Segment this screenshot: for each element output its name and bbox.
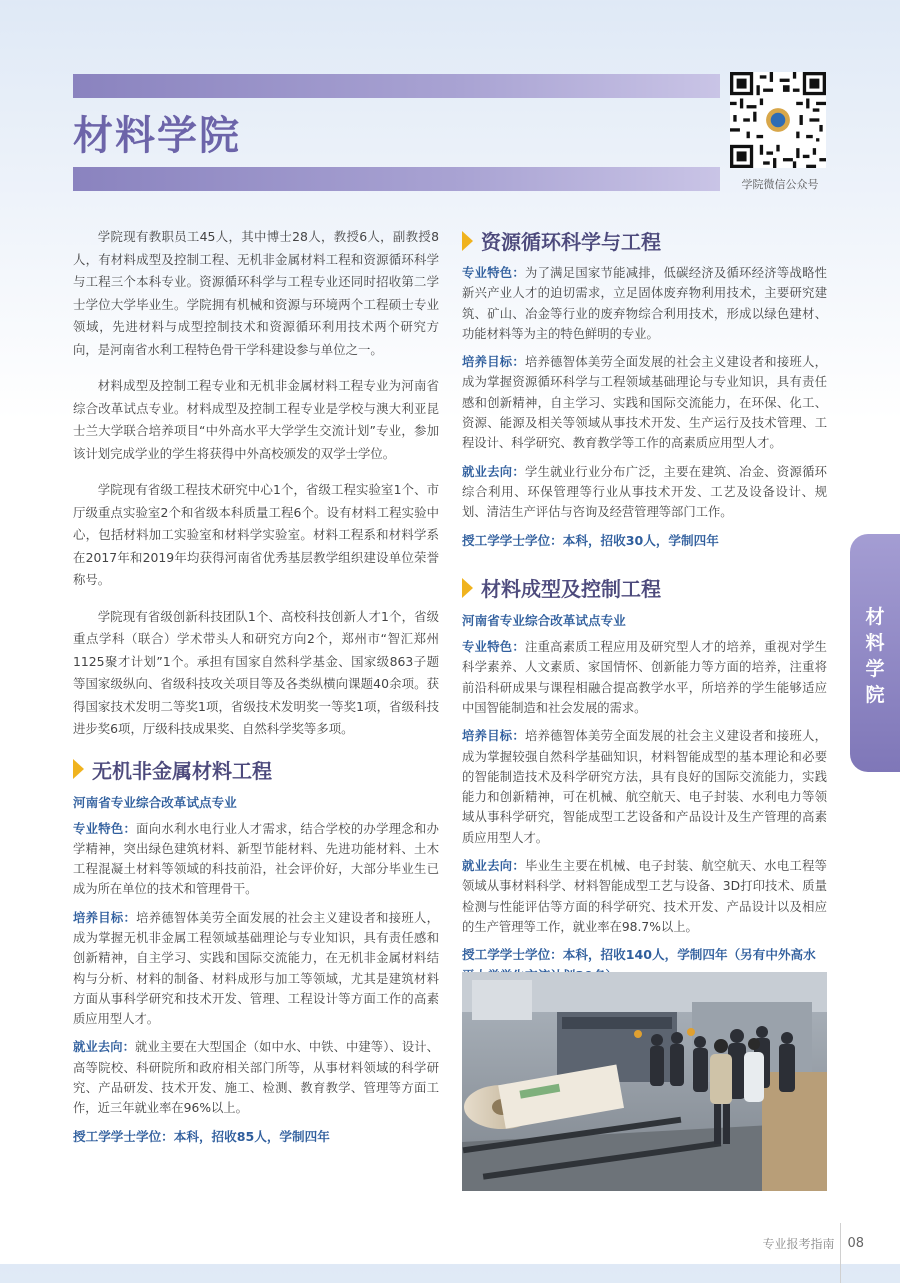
section-subtitle: 河南省专业综合改革试点专业	[462, 613, 626, 629]
goal-paragraph	[462, 726, 827, 848]
goal-paragraph	[462, 352, 827, 453]
section-side-tab	[850, 534, 900, 772]
section-subtitle: 河南省专业综合改革试点专业	[73, 794, 237, 810]
goal-label: 培养目标：	[462, 355, 525, 370]
section-title: 资源循环科学与工程	[481, 230, 661, 254]
career-label: 就业去向：	[462, 859, 525, 874]
feature-text: 注重高素质工程应用及研究型人才的培养，重视对学生科学素养、人文素质、家国情怀、创新能力等方面的培养，注重将前沿科研成果与课程相融合提高教学水平，所培养的学生能够适应中国智能制造和社会发展的需求。	[462, 640, 827, 715]
career-paragraph	[462, 462, 827, 523]
section-heading	[462, 573, 827, 602]
section-title: 无机非金属材料工程	[92, 758, 272, 783]
career-text: 学生就业行业分布广泛，主要在建筑、冶金、资源循环综合利用、环保管理等行业从事技术开发、工艺及设备设计、规划、清洁生产评估与咨询及经营管理等部门工作。	[462, 464, 827, 520]
degree-line: 授工学学士学位：本科，招收30人，学制四年	[462, 532, 719, 548]
goal-label: 培养目标：	[73, 910, 137, 925]
goal-label: 培养目标：	[462, 729, 525, 744]
intro-paragraph: 学院现有省级工程技术研究中心1个，省级工程实验室1个、市厅级重点实验室2个和省级本科质量工程6个。设有材料工程实验中心，包括材料加工实验室和材料学实验室。材料工程系和材料学系在2017年和2019年均获得河南省优秀基层教学组织建设单位荣誉称号。	[73, 482, 439, 587]
goal-paragraph	[73, 908, 439, 1030]
lab-visit-photo-image	[462, 972, 827, 1191]
triangle-marker-icon	[462, 231, 473, 251]
goal-text: 培养德智体美劳全面发展的社会主义建设者和接班人，成为掌握无机非金属工程领域基础理论与专业知识，具有责任感和创新精神，自主学习、实践和国际交流能力，在无机非金属材料结构与分析、材料的制备、材料成形与加工等领域，尤其是建筑材料方面从事科学研究和技术开发、管理、工程设计等方面工作的高素质应用型人才。	[73, 910, 439, 1027]
page-number: 08	[847, 1235, 864, 1251]
goal-text: 培养德智体美劳全面发展的社会主义建设者和接班人，成为掌握较强自然科学基础知识，材料智能成型的基本理论和必要的智能制造技术及科学研究方法，具有良好的国际交流能力，实践能力和创新精神，可在机械、航空航天、电子封装、水利电力等领域从事科学研究，智能成型工艺设备和产品设计及生产管理的高素质应用型人才。	[462, 729, 827, 845]
triangle-marker-icon	[73, 759, 84, 779]
career-text: 就业主要在大型国企（如中水、中铁、中建等）、设计、高等院校、科研院所和政府相关部门所等，从事材料领域的科学研究、产品研发、技术开发、施工、检测、教育教学、管理等方面工作，近三年就业率在96%以上。	[73, 1040, 439, 1116]
qr-caption: 学院微信公众号	[741, 178, 819, 191]
section-heading	[462, 226, 827, 255]
left-column	[73, 226, 439, 1147]
page-title: 材料学院	[73, 113, 241, 159]
right-column	[462, 226, 827, 986]
intro-paragraph: 学院现有省级创新科技团队1个、高校科技创新人才1个，省级重点学科（联合）学术带头人和研究方向2个，郑州市“智汇郑州1125聚才计划”1个。承担有国家自然科学基金、国家级863子题等国家级纵向、省级科技攻关项目等及各类纵横向课题40余项。获得国家技术发明二等奖1项，省级技术发明奖一等奖1项，省级科技进步奖6项，厅级科技成果奖、自然科学奖等多项。	[73, 608, 439, 736]
feature-label: 专业特色：	[73, 821, 137, 836]
feature-label: 专业特色：	[462, 266, 525, 280]
career-label: 就业去向：	[73, 1040, 136, 1055]
header-bar-top	[73, 74, 720, 98]
feature-label: 专业特色：	[462, 640, 525, 655]
section-chengxing	[462, 573, 827, 986]
footer-divider	[840, 1223, 841, 1283]
intro	[73, 226, 439, 741]
career-label: 就业去向：	[462, 464, 525, 479]
triangle-marker-icon	[462, 578, 473, 598]
qr-code-icon[interactable]	[730, 72, 826, 168]
degree-line: 授工学学士学位：本科，招收140人，学制四年（另有中外高水	[462, 947, 816, 963]
section-ziyuan	[462, 226, 827, 551]
page-footer	[762, 1213, 864, 1273]
career-paragraph	[73, 1037, 439, 1118]
side-tab-label: 材 料 学 院	[865, 606, 885, 706]
intro-paragraph: 材料成型及控制工程专业和无机非金属材料工程专业为河南省综合改革试点专业。材料成型及控制工程专业是学校与澳大利亚昆士兰大学联合培养项目“中外高水平大学学生交流计划”专业，参加该计划完成学业的学生将获得中外高校颁发的双学士学位。	[73, 378, 439, 461]
goal-text: 培养德智体美劳全面发展的社会主义建设者和接班人，成为掌握资源循环科学与工程领域基础理论与专业知识，具有责任感和创新精神，自主学习、实践和国际交流能力，在环保、化工、资源、能源及相关等领域从事技术开发、生产运行及技术管理、工程设计、科学研究、教育教学等工作的高素质应用型人才。	[462, 355, 827, 451]
qr-block	[730, 72, 830, 192]
footer-guide-label: 专业报考指南	[762, 1236, 835, 1251]
section-heading	[73, 755, 439, 784]
header-bar-bottom	[73, 167, 720, 191]
feature-text: 面向水利水电行业人才需求，结合学校的办学理念和办学精神，突出绿色建筑材料、新型节能材料、先进功能材料、土木工程混凝土材料等领域的科技前沿，社会评价好，大部分毕业生已成为所在单位的技术和管理骨干。	[73, 821, 439, 897]
career-text: 毕业生主要在机械、电子封装、航空航天、水电工程等领域从事材料科学、材料智能成型工艺与设备、3D打印技术、质量检测与性能评估等方面的科学研究、技术开发、产品设计以及相应的生产管理等工作，就业率在98.7%以上。	[462, 859, 827, 934]
lab-visit-photo	[462, 972, 827, 1191]
feature-paragraph	[462, 637, 827, 718]
section-wuji	[73, 755, 439, 1148]
intro-paragraph: 学院现有教职员工45人，其中博士28人，教授6人，副教授8人，有材料成型及控制工程、无机非金属材料工程和资源循环科学与工程三个本科专业。资源循环科学与工程专业还同时招收第二学士学位大学毕业生。学院拥有机械和资源与环境两个工程硕士专业领域，先进材料与成型控制技术和资源循环利用技术两个研究方向，是河南省水利工程特色骨干学科建设参与单位之一。	[73, 229, 439, 357]
feature-text: 为了满足国家节能减排，低碳经济及循环经济等战略性新兴产业人才的迫切需求，立足固体废弃物利用技术，主要研究建筑、矿山、冶金等行业的废弃物综合利用技术，形成以绿色建材、功能材料等为主的特色鲜明的专业。	[462, 266, 827, 341]
feature-paragraph	[462, 263, 827, 344]
career-paragraph	[462, 856, 827, 937]
section-title: 材料成型及控制工程	[481, 577, 661, 602]
degree-line: 授工学学士学位：本科，招收85人，学制四年	[73, 1128, 330, 1144]
feature-paragraph	[73, 819, 439, 900]
